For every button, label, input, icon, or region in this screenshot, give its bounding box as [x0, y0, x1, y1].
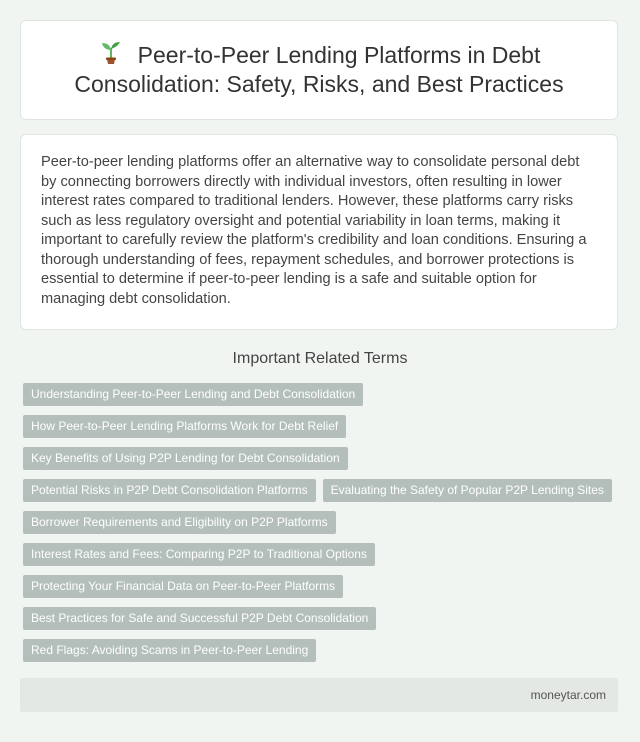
related-term-tag[interactable]: Understanding Peer-to-Peer Lending and Debt Consolidation — [23, 383, 363, 406]
related-terms-heading: Important Related Terms — [232, 350, 408, 367]
related-term-tag[interactable]: Best Practices for Safe and Successful P2P Debt Consolidation — [23, 607, 376, 630]
summary-text: Peer-to-peer lending platforms offer an alternative way to consolidate personal debt by connecting borrowers directly with individual investors, often resulting in lower interest rates compared to traditional lenders. However, these platforms carry risks such as less regulatory oversight and potential variability in loan terms, making it important to carefully review the platform's credibility and loan conditions. Ensuring a thorough understanding of fees, repayment schedules, and borrower protections is essential to determine if peer-to-peer lending is a safe and suitable option for managing debt consolidation. — [41, 154, 587, 307]
summary-card — [20, 134, 618, 330]
related-term-tag[interactable]: Red Flags: Avoiding Scams in Peer-to-Peer Lending — [23, 639, 316, 662]
related-term-tag[interactable]: Protecting Your Financial Data on Peer-to-Peer Platforms — [23, 575, 343, 598]
page-title-text: Peer-to-Peer Lending Platforms in Debt Consolidation: Safety, Risks, and Best Practices — [74, 42, 564, 97]
related-term-tag[interactable]: How Peer-to-Peer Lending Platforms Work for Debt Relief — [23, 415, 346, 438]
related-terms-list — [23, 383, 623, 662]
related-term-tag[interactable]: Key Benefits of Using P2P Lending for Debt Consolidation — [23, 447, 348, 470]
footer-site-name: moneytar.com — [530, 688, 606, 702]
title-card — [20, 20, 618, 120]
page-title — [21, 41, 617, 99]
related-term-tag[interactable]: Evaluating the Safety of Popular P2P Lending Sites — [323, 479, 612, 502]
sprout-icon — [98, 41, 124, 65]
related-term-tag[interactable]: Interest Rates and Fees: Comparing P2P to Traditional Options — [23, 543, 375, 566]
related-term-tag[interactable]: Borrower Requirements and Eligibility on P2P Platforms — [23, 511, 336, 534]
footer — [20, 678, 618, 712]
related-term-tag[interactable]: Potential Risks in P2P Debt Consolidation Platforms — [23, 479, 316, 502]
